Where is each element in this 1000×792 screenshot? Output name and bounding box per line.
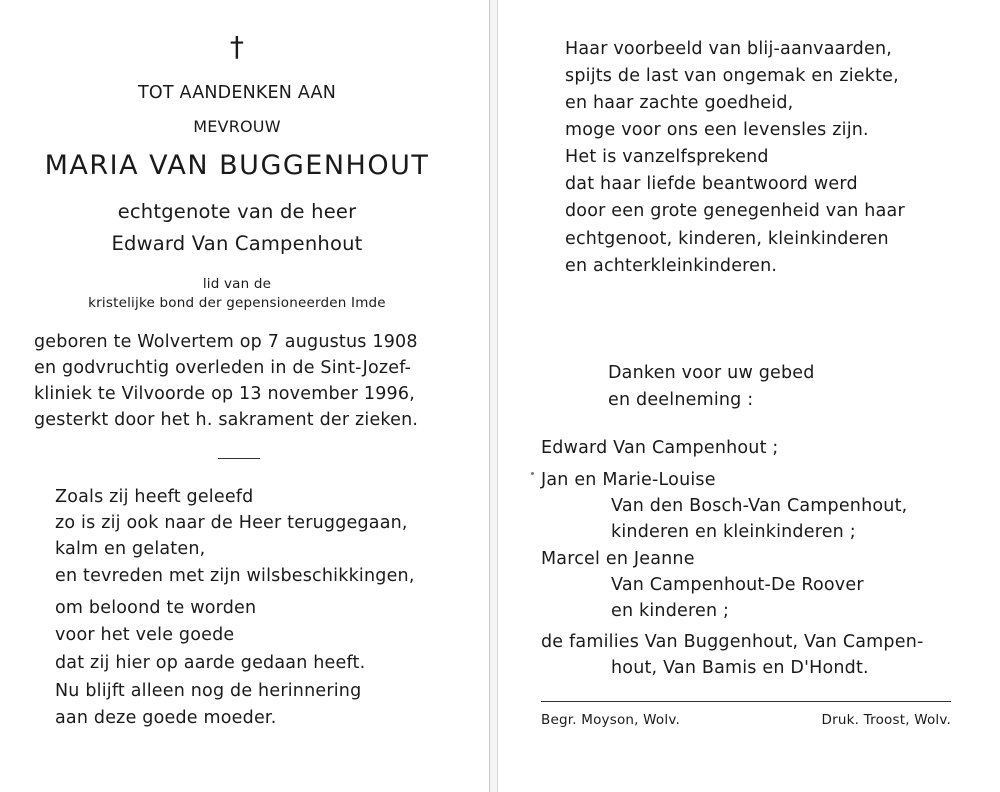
member-line-2: kristelijke bond der gepensioneerden Imde [88,295,386,311]
poem-line: kalm en gelaten, [55,539,206,559]
verse-line: echtgenoot, kinderen, kleinkinderen [565,229,889,249]
verse-line: Haar voorbeeld van blij-aanvaarden, [565,39,893,59]
thanks-line: en deelneming : [608,390,754,410]
bio-line: gesterkt door het h. sakrament der zieken. [34,410,419,430]
thanks-line: Danken voor uw gebed [608,363,815,383]
poem-line: Nu blijft alleen nog de herinnering [55,681,362,701]
poem-line: aan deze goede moeder. [55,708,277,728]
family-line: Jan en Marie-Louise [541,470,716,490]
bio-line: geboren te Wolvertem op 7 augustus 1908 [34,332,418,352]
family-line: Marcel en Jeanne [541,549,695,569]
bio-line: kliniek te Vilvoorde op 13 november 1996, [34,384,415,404]
footer-undertaker: Begr. Moyson, Wolv. [541,712,680,728]
family-line: Van den Bosch-Van Campenhout, [611,496,908,516]
spouse-line-2: Edward Van Campenhout [111,232,363,255]
footer-rule [541,701,951,702]
verse-line: en haar zachte goedheid, [565,93,794,113]
header-tot-aandenken: TOT AANDENKEN AAN [138,83,336,103]
verse-line: dat haar liefde beantwoord werd [565,174,858,194]
card-fold [489,0,498,792]
paper-speck [531,472,534,475]
verse-line: door een grote genegenheid van haar [565,201,905,221]
family-line: en kinderen ; [611,601,730,621]
separator-rule [218,458,260,459]
poem-line: en tevreden met zijn wilsbeschikkingen, [55,566,415,586]
family-line: de families Van Buggenhout, Van Campen- [541,632,924,652]
poem-line: dat zij hier op aarde gedaan heeft. [55,653,366,673]
cross-icon: † [229,30,245,63]
family-line: Edward Van Campenhout ; [541,438,779,458]
bio-line: en godvruchtig overleden in de Sint-Jozef- [34,358,412,378]
member-line-1: lid van de [202,276,272,292]
poem-line: zo is zij ook naar de Heer teruggegaan, [55,513,408,533]
family-line: Van Campenhout-De Roover [611,575,864,595]
verse-line: spijts de last van ongemak en ziekte, [565,66,899,86]
poem-line: Zoals zij heeft geleefd [55,487,254,507]
family-line: kinderen en kleinkinderen ; [611,522,856,542]
verse-line: Het is vanzelfsprekend [565,147,769,167]
family-line: hout, Van Bamis en D'Hondt. [611,658,869,678]
deceased-name: MARIA VAN BUGGENHOUT [44,150,430,181]
footer-printer: Druk. Troost, Wolv. [821,712,951,728]
poem-line: voor het vele goede [55,625,235,645]
poem-line: om beloond te worden [55,598,257,618]
verse-line: moge voor ons een levensles zijn. [565,120,869,140]
header-mevrouw: MEVROUW [193,117,281,136]
verse-line: en achterkleinkinderen. [565,256,778,276]
spouse-line-1: echtgenote van de heer [117,200,357,223]
